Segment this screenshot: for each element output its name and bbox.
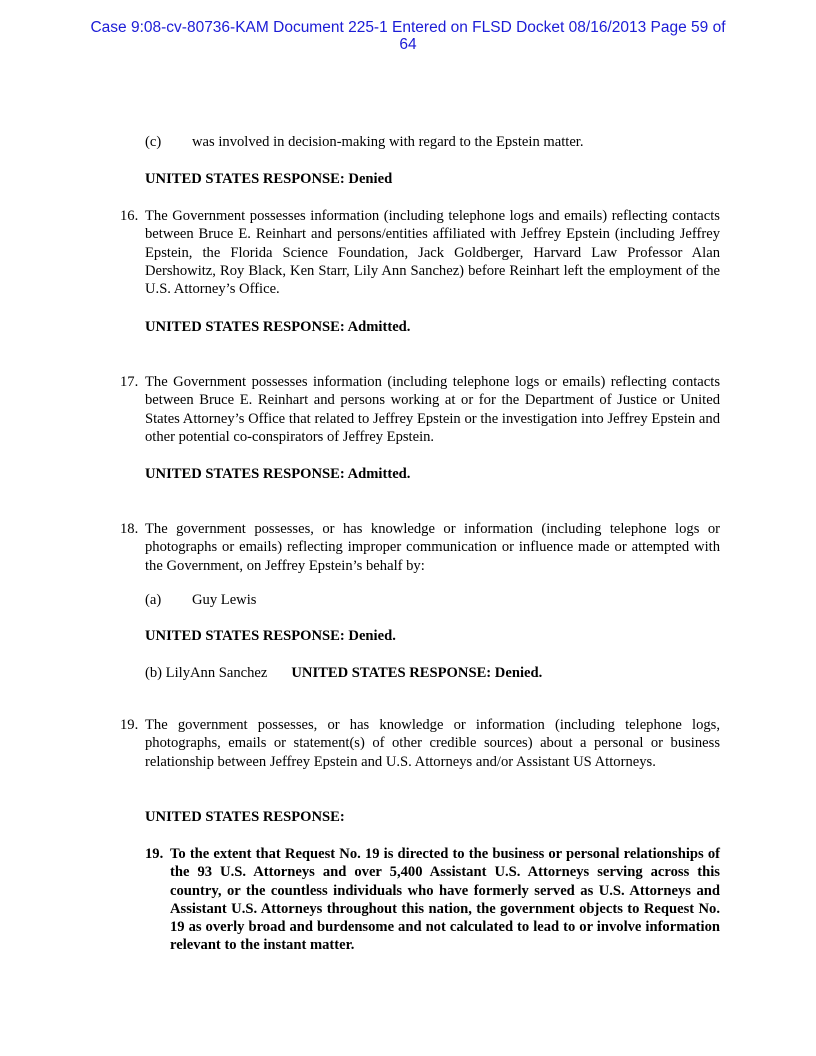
response-c: UNITED STATES RESPONSE: Denied — [145, 171, 393, 187]
header-page-label: Page 59 of — [650, 19, 726, 36]
paragraph-19-text: The government possesses, or has knowledge or information (including telephone logs, photographs, emails or statement(s) of other credible sources) about a personal or business relationship between Jeffrey Epstein and U.S. Attorneys and/or Assistant US Attorneys. — [145, 717, 720, 770]
item-18a-text: Guy Lewis — [192, 592, 257, 608]
paragraph-18-text: The government possesses, or has knowledge or information (including telephone logs or photographs or emails) reflecting improper communication or influence made or attempted with the Government, on Jeffrey Epstein’s behalf by: — [145, 521, 720, 574]
response-19-heading: UNITED STATES RESPONSE: — [145, 809, 345, 825]
header-page-total: 64 — [399, 36, 417, 53]
paragraph-18-number: 18. — [120, 521, 139, 537]
paragraph-16-text: The Government possesses information (including telephone logs and emails) reflecting contacts between Bruce E. Reinhart and persons/entities affiliated with Jeffrey Epstein (including Jeffrey Epstein, the Florida Science Foundation, Jack Goldberger, Harvard Law Professor Alan Dershowitz, Roy Black, Ken Starr, Lily Ann Sanchez) before Reinhart left the employment of the U.S. Attorney’s Office. — [145, 208, 720, 298]
item-18a-label: (a) — [145, 592, 162, 608]
item-18b-text: (b) LilyAnn Sanchez — [145, 665, 268, 681]
docket-header — [60, 19, 756, 53]
item-18b — [145, 664, 542, 682]
response-18a: UNITED STATES RESPONSE: Denied. — [145, 628, 396, 644]
paragraph-18 — [120, 520, 720, 575]
answer-19-number: 19. — [145, 846, 164, 862]
paragraph-16-number: 16. — [120, 208, 139, 224]
response-18b: UNITED STATES RESPONSE: Denied. — [291, 665, 543, 681]
item-18a — [145, 591, 256, 609]
header-case-number: Case 9:08-cv-80736-KAM — [90, 19, 269, 36]
response-17: UNITED STATES RESPONSE: Admitted. — [145, 466, 411, 482]
answer-19-text: To the extent that Request No. 19 is directed to the business or personal relationships of the 93 U.S. Attorneys and over 5,400 Assistant U.S. Attorneys serving across this country, or the countless individuals who have formerly served as U.S. Attorneys and Assistant U.S. Attorneys throughout this nation, the government objects to Request No. 19 as overly broad and burdensome and not calculated to lead to or involve information relevant to the instant matter. — [170, 846, 720, 954]
paragraph-17 — [120, 373, 720, 446]
item-c-label: (c) — [145, 134, 162, 150]
item-c-text: was involved in decision-making with regard to the Epstein matter. — [192, 134, 584, 150]
item-c — [145, 133, 584, 151]
paragraph-19 — [120, 716, 720, 771]
answer-19 — [145, 845, 720, 955]
response-16: UNITED STATES RESPONSE: Admitted. — [145, 319, 411, 335]
header-entered-date: Entered on FLSD Docket 08/16/2013 — [392, 19, 647, 36]
paragraph-16 — [120, 207, 720, 298]
paragraph-17-text: The Government possesses information (including telephone logs or emails) reflecting contacts between Bruce E. Reinhart and persons working at or for the Department of Justice or United States Attorney’s Office that related to Jeffrey Epstein or the investigation into Jeffrey Epstein and other potential co-conspirators of Jeffrey Epstein. — [145, 374, 720, 445]
header-document-number: Document 225-1 — [273, 19, 388, 36]
paragraph-17-number: 17. — [120, 374, 139, 390]
paragraph-19-number: 19. — [120, 717, 139, 733]
